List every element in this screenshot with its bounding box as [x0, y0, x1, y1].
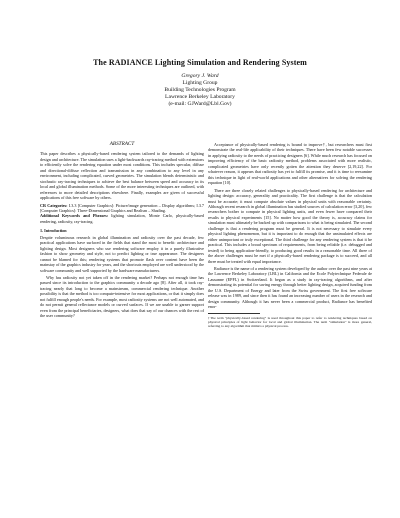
- footnote-rule: [208, 313, 260, 314]
- affiliation-line: Lighting Group: [182, 80, 218, 86]
- keywords-label: Additional Keywords and Phrases:: [40, 213, 109, 219]
- paper-title: The RADIANCE Lighting Simulation and Rendering System: [93, 58, 307, 67]
- affiliation-line: Lawrence Berkeley Laboratory: [165, 94, 235, 100]
- cr-label: CR Categories:: [40, 202, 68, 208]
- abstract-heading: ABSTRACT: [109, 141, 135, 147]
- intro-paragraph-1: Despite voluminous research in global illumination and radiosity over the past decade, few practical applications have surfaced in the fields that stand the most to benefit: architecture and lighting design. Most designers who use rendering software employ it in a purely illustrative fashion to show geometry and style, not to predict lighting or true appearance. The designers cannot be blamed for this; rendering systems that promote flash over content have been the mainstay of the graphics industry for years, and the shortcuts employed are well understood by the software community and well supported by the hardware manufacturers.: [40, 234, 204, 273]
- keywords: [40, 213, 204, 224]
- left-column: [40, 142, 204, 321]
- right-column: [208, 142, 372, 329]
- body-paragraph-3: Radiance is the name of a rendering system developed by the author over the past nine years at the Lawrence Berkeley Laboratory (LBL) in California and the Ecole Polytechnique Federale de Lausanne (EPFL) in Switzerland. It began as a study in ray-tracing algorithms, and after demonstrating its potential for saving energy through better lighting design, acquired funding from the U.S. Department of Energy and later from the Swiss government. The first free software release was in 1989, and since then it has found an increasing number of users in the research and design community. Although it has never been a commercial product, Radiance has benefited enor-: [208, 265, 372, 310]
- intro-paragraph-2: Why has radiosity not yet taken off in the rendering market? Perhaps not enough time has passed since its introduction to the graphics community a decade ago [8]. After all, it took ray-tracing nearly that long to become a mainstream, commercial rendering technique. Another possibility is that the method is too compute-intensive for most applications, or that it simply does not fulfill enough people's needs. For example, most radiosity systems are not well automated, and do not permit general reflectance models or curved surfaces. If we are unable to garner support even from the principal beneficiaries, designers, what does that say of our chances with the rest of the user community?: [40, 274, 204, 319]
- keywords-text: lighting simulation, Monte Carlo, physically-based rendering, radiosity, ray-tracing.: [40, 213, 204, 224]
- cr-categories: [40, 203, 204, 214]
- abstract-text: This paper describes a physically-based rendering system tailored to the demands of lighting design and architecture. The simulation uses a light-backwards ray-tracing method with extensions to efficiently solve the rendering equation under most conditions. This includes specular, diffuse and directional-diffuse reflection and transmission in any combination to any level in any environment, including complicated, curved geometries. The simulation blends deterministic and stochastic ray-tracing techniques to achieve the best balance between speed and accuracy in its local and global illumination methods. Some of the more interesting techniques are outlined, with references to more detailed descriptions elsewhere. Finally, examples are given of successful applications of this free software by others.: [40, 151, 204, 201]
- author-block: [0, 73, 400, 108]
- affiliation-line: Building Technologies Program: [164, 87, 236, 93]
- section-heading-introduction: 1. Introduction: [40, 228, 67, 234]
- author-email: (e-mail: GJWard@Lbl.Gov): [168, 101, 232, 107]
- body-paragraph-1: Acceptance of physically-based rendering is bound to improve†, but researchers must first demonstrate the real-life applicability of their techniques. There have been few notable successes in applying radiosity to the needs of practicing designers [6]. While much research has focused on improving efficiency of the basic radiosity method, problems associated with more realistic, complicated geometries have only recently gotten the attention they deserve [2,19,22]. For whatever reason, it appears that radiosity has yet to fulfill its promise, and it is time to reexamine this technique in light of real-world applications and other alternatives for solving the rendering equation [10].: [208, 142, 372, 186]
- author-name: Gregory J. Ward: [181, 73, 219, 79]
- footnote: †The term "physically-based rendering" is used throughout this paper to refer to rendering techniques based on physical principles of light behavior for local and global illumination. The term "simulation" is more general, referring to any algorithm that mimics a physical process.: [208, 315, 372, 329]
- body-paragraph-2: There are three closely related challenges to physically-based rendering for architecture and lighting design: accuracy, generality and practicality. The first challenge is that the calculation must be accurate; it must compute absolute values in physical units with reasonable certainty. Although recent research in global illumination has studied sources of calculation error [3,20], few researchers bother to compute in physical lighting units, and even fewer have compared their results to physical experiments [15]. No matter how good the theory is, accuracy claims for simulation must ultimately be backed up with comparisons to what is being simulated. The second challenge is that a rendering program must be general. It is not necessary to simulate every physical lighting phenomenon, but it is important to do enough that the unsimulated effects are either unimportant or truly exceptional. The third challenge for any rendering system is that it be practical. This includes a broad spectrum of requirements, from being reliable (i.e. debugged and tested) to being application-friendly, to producing good results in a reasonable time. All three of the above challenges must be met if a physically-based rendering package is to succeed, and all three must be treated with equal importance.: [208, 187, 372, 264]
- cr-text: I.3.3 [Computer Graphics]: Picture/image generation – Display algorithms; I.3.7 [Computer Graphics]: Three-Dimensional Graphics and Realism – Shading.: [40, 202, 204, 213]
